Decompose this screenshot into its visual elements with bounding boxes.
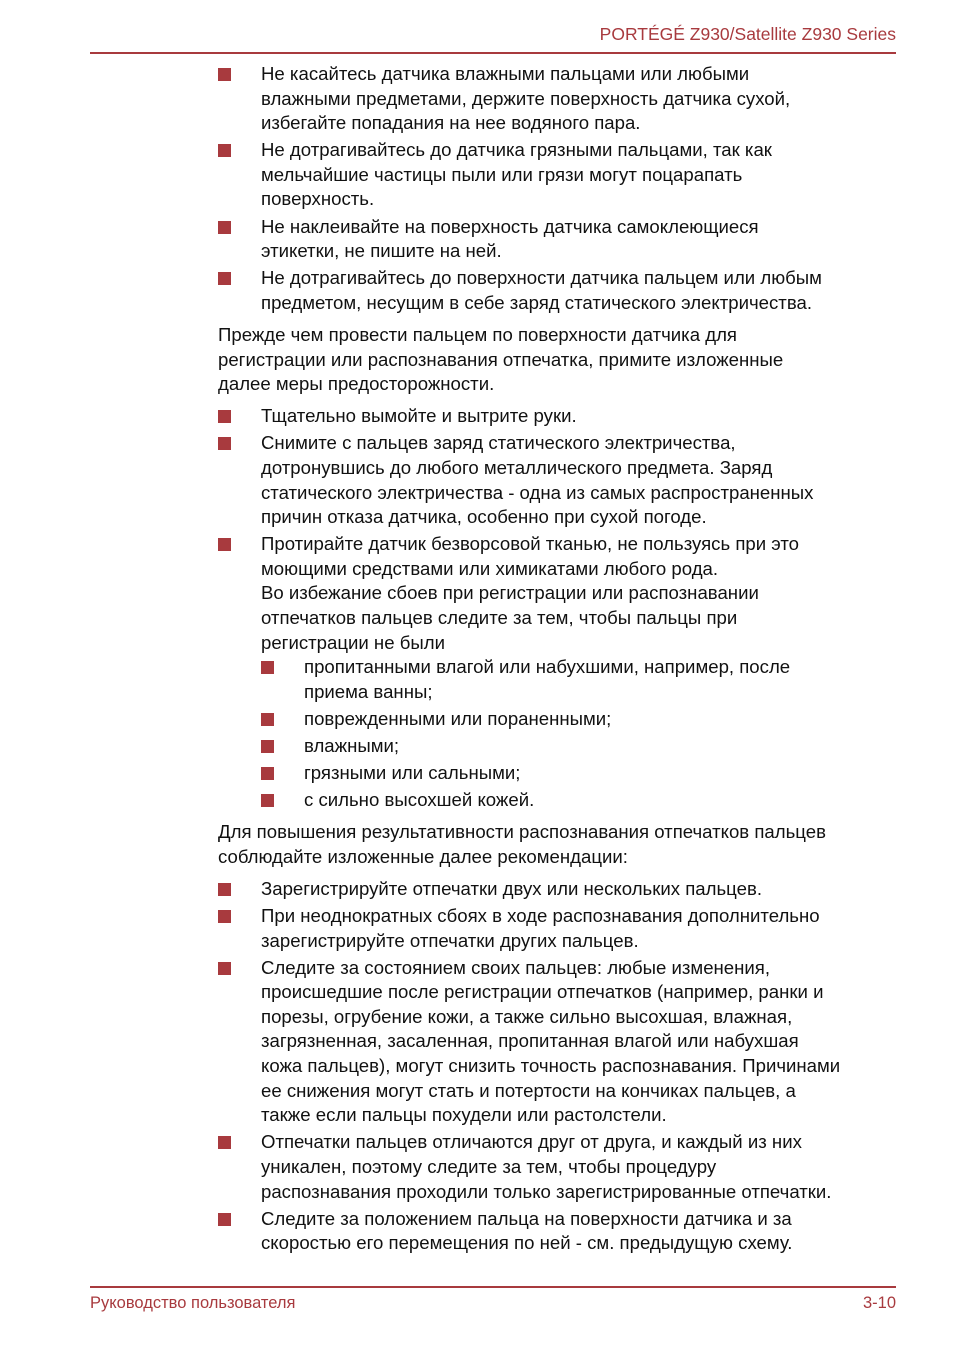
list-item-text: Отпечатки пальцев отличаются друг от друга, и каждый из них уникален, поэтому следите за тем, чтобы процедуру распознавания проходили только зарегистрированные отпечатки. bbox=[261, 1131, 832, 1202]
paragraph: Для повышения результативности распознавания отпечатков пальцев соблюдайте изложенные далее рекомендации: bbox=[218, 821, 826, 867]
list-item-text: Не дотрагивайтесь до датчика грязными пальцами, так как мельчайшие частицы пыли или грязи могут поцарапать поверхность. bbox=[261, 139, 772, 210]
list-item-text: Тщательно вымойте и вытрите руки. bbox=[261, 405, 577, 427]
square-bullet-icon bbox=[218, 144, 231, 157]
list-item bbox=[218, 1130, 908, 1204]
sub-list-item bbox=[261, 788, 908, 813]
square-bullet-icon bbox=[261, 661, 274, 674]
square-bullet-icon bbox=[218, 883, 231, 896]
list-item-text: Протирайте датчик безворсовой тканью, не пользуясь при это моющими средствами или химикатами любого рода. bbox=[261, 533, 800, 579]
footer-manual-title: Руководство пользователя bbox=[90, 1294, 296, 1312]
bullet-list bbox=[218, 404, 908, 813]
paragraph: Прежде чем провести пальцем по поверхности датчика для регистрации или распознавания отпечатка, примите изложенные далее меры предосторожности. bbox=[218, 323, 784, 395]
list-item bbox=[218, 956, 908, 1128]
list-item bbox=[218, 1207, 908, 1256]
square-bullet-icon bbox=[218, 410, 231, 423]
list-item bbox=[218, 404, 908, 429]
list-item-text: Не касайтесь датчика влажными пальцами или любыми влажными предметами, держите поверхность датчика сухой, избегайте попадания на нее водяного пара. bbox=[261, 63, 791, 134]
list-item bbox=[218, 431, 908, 529]
header-rule bbox=[90, 52, 896, 54]
bullet-list bbox=[218, 62, 908, 315]
square-bullet-icon bbox=[218, 1136, 231, 1149]
list-item bbox=[218, 266, 908, 315]
square-bullet-icon bbox=[218, 962, 231, 975]
sub-list-item-text: поврежденными или пораненными; bbox=[304, 707, 612, 729]
sub-list-item-text: влажными; bbox=[304, 734, 400, 756]
page-number: 3-10 bbox=[862, 1294, 896, 1312]
sub-list-item bbox=[261, 655, 908, 704]
list-item bbox=[218, 62, 908, 136]
list-item-text: Снимите с пальцев заряд статического электричества, дотронувшись до любого металлического предмета. Заряд статического электричества - одна из самых распространенных причин отказа датчика, особенно при сухой погоде. bbox=[261, 432, 814, 528]
square-bullet-icon bbox=[218, 437, 231, 450]
list-item bbox=[218, 904, 908, 953]
list-item bbox=[218, 215, 908, 264]
square-bullet-icon bbox=[261, 794, 274, 807]
list-item-continuation: Во избежание сбоев при регистрации или распознавании отпечатков пальцев следите за тем, чтобы пальцы при регистрации не были bbox=[261, 582, 759, 653]
list-item-text: Не наклеивайте на поверхность датчика самоклеющиеся этикетки, не пишите на ней. bbox=[261, 215, 759, 262]
square-bullet-icon bbox=[218, 1213, 231, 1226]
square-bullet-icon bbox=[218, 538, 231, 551]
running-header-title: PORTÉGÉ Z930/Satellite Z930 Series bbox=[599, 24, 896, 44]
list-item-text: Не дотрагивайтесь до поверхности датчика пальцем или любым предметом, несущим в себе заряд статического электричества. bbox=[261, 267, 822, 313]
square-bullet-icon bbox=[261, 767, 274, 780]
list-item-text: При неоднократных сбоях в ходе распознавания дополнительно зарегистрируйте отпечатки других пальцев. bbox=[261, 905, 820, 951]
list-item bbox=[218, 532, 908, 813]
list-item bbox=[218, 877, 908, 902]
page-body bbox=[218, 62, 908, 1256]
sub-list-item bbox=[261, 761, 908, 786]
bullet-list bbox=[218, 877, 908, 1256]
sub-list-item bbox=[261, 707, 908, 732]
sub-list-item-text: с сильно высохшей кожей. bbox=[304, 789, 535, 811]
sub-list-item-text: пропитанными влагой или набухшими, например, после приема ванны; bbox=[304, 656, 791, 702]
list-item bbox=[218, 138, 908, 212]
square-bullet-icon bbox=[261, 713, 274, 726]
sub-bullet-list bbox=[261, 655, 908, 813]
list-item-text: Следите за положением пальца на поверхности датчика и за скоростью его перемещения по ней - см. предыдущую схему. bbox=[261, 1207, 793, 1254]
square-bullet-icon bbox=[218, 272, 231, 285]
sub-list-item-text: грязными или сальными; bbox=[304, 762, 521, 784]
sub-list-item bbox=[261, 734, 908, 759]
square-bullet-icon bbox=[261, 740, 274, 753]
square-bullet-icon bbox=[218, 910, 231, 923]
footer-rule bbox=[90, 1286, 896, 1288]
square-bullet-icon bbox=[218, 221, 231, 234]
list-item-text: Зарегистрируйте отпечатки двух или нескольких пальцев. bbox=[261, 877, 762, 899]
square-bullet-icon bbox=[218, 68, 231, 81]
list-item-text: Следите за состоянием своих пальцев: любые изменения, происшедшие после регистрации отпечатков (например, ранки и порезы, огрубение кожи, а также сильно высохшая, влажная, загрязненная, засаленная, пропитанная влагой или набухшая кожа пальцев), могут снизить точность распознавания. Причинами ее снижения могут стать и потертости на кончиках пальцев, а также если пальцы похудели или растолстели. bbox=[261, 956, 841, 1126]
